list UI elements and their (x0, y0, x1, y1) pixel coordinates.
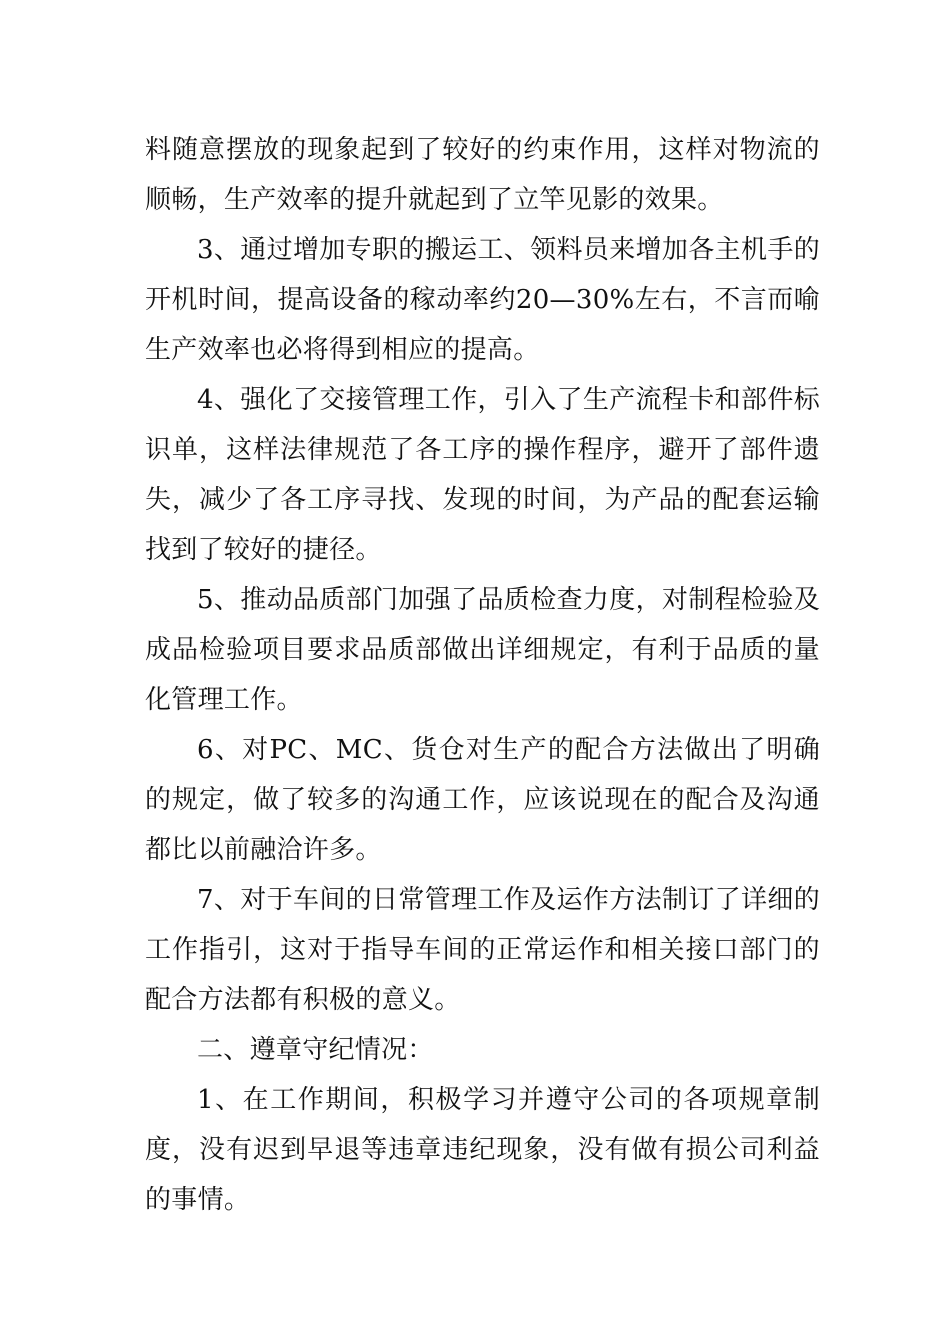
paragraph-discipline-item-1: 1、在工作期间，积极学习并遵守公司的各项规章制度，没有迟到早退等违章违纪现象，没有做有损公司利益的事情。 (145, 1085, 820, 1215)
section-heading-discipline: 二、遵章守纪情况： (197, 1035, 434, 1065)
paragraph-item-5: 5、推动品质部门加强了品质检查力度，对制程检验及成品检验项目要求品质部做出详细规定，有利于品质的量化管理工作。 (145, 585, 820, 715)
paragraph-continuation: 料随意摆放的现象起到了较好的约束作用，这样对物流的顺畅，生产效率的提升就起到了立竿见影的效果。 (145, 135, 820, 215)
document-body (145, 125, 820, 1225)
paragraph-item-7: 7、对于车间的日常管理工作及运作方法制订了详细的工作指引，这对于指导车间的正常运作和相关接口部门的配合方法都有积极的意义。 (145, 885, 820, 1015)
paragraph-item-6: 6、对PC、MC、货仓对生产的配合方法做出了明确的规定，做了较多的沟通工作，应该说现在的配合及沟通都比以前融洽许多。 (145, 735, 820, 865)
paragraph-item-4: 4、强化了交接管理工作，引入了生产流程卡和部件标识单，这样法律规范了各工序的操作程序，避开了部件遗失，减少了各工序寻找、发现的时间，为产品的配套运输找到了较好的捷径。 (145, 385, 820, 565)
paragraph-item-3: 3、通过增加专职的搬运工、领料员来增加各主机手的开机时间，提高设备的稼动率约20—30%左右，不言而喻生产效率也必将得到相应的提高。 (145, 235, 820, 365)
